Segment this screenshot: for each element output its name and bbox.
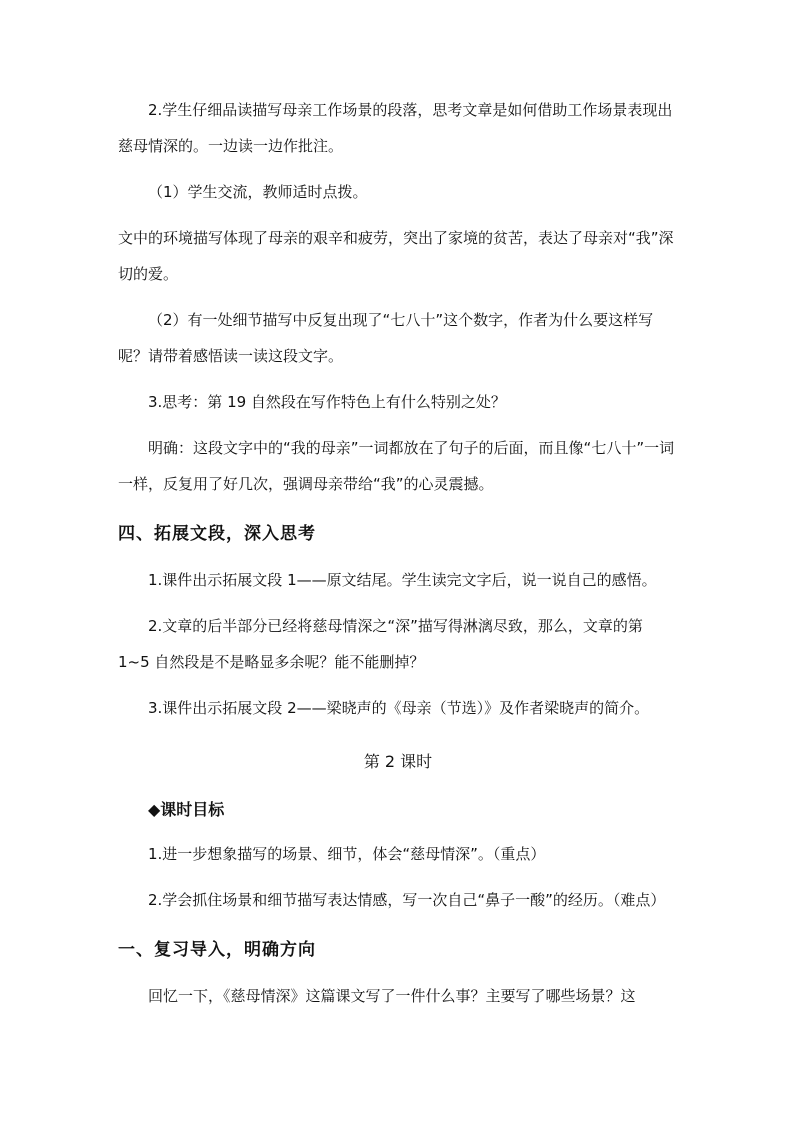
objectives-title: ◆课时目标 bbox=[148, 800, 225, 819]
paragraph-think-19: 3.思考：第 19 自然段在写作特色上有什么特别之处？ bbox=[148, 393, 506, 411]
paragraph-extend-1: 1.课件出示拓展文段 1——原文结尾。学生读完文字后，说一说自己的感悟。 bbox=[148, 571, 657, 589]
objective-2: 2.学会抓住场景和细节描写表达情感，写一次自己“鼻子一酸”的经历。（难点） bbox=[148, 891, 666, 909]
document-body bbox=[118, 92, 678, 1014]
objective-1: 1.进一步想象描写的场景、细节，体会“慈母情深”。（重点） bbox=[148, 845, 546, 863]
paragraph-extend-3: 3.课件出示拓展文段 2——梁晓声的《母亲（节选）》及作者梁晓声的简介。 bbox=[148, 699, 650, 717]
section-heading-review: 一、复习导入，明确方向 bbox=[118, 940, 316, 960]
paragraph-extend-2: 2.文章的后半部分已经将慈母情深之“深”描写得淋漓尽致，那么，文章的第 1~5 自然段是不是略显多余呢？能不能删掉？ bbox=[118, 617, 643, 671]
paragraph-student-exchange: （1）学生交流，教师适时点拨。 bbox=[148, 183, 368, 201]
lesson-title: 第 2 课时 bbox=[363, 752, 433, 771]
paragraph-clarify: 明确：这段文字中的“我的母亲”一词都放在了句子的后面，而且像“七八十”一词一样，反复用了好几次，强调母亲带给“我”的心灵震撼。 bbox=[118, 439, 675, 493]
paragraph-review-question: 回忆一下，《慈母情深》这篇课文写了一件什么事？主要写了哪些场景？这 bbox=[148, 987, 636, 1005]
paragraph-reading-task: 2.学生仔细品读描写母亲工作场景的段落，思考文章是如何借助工作场景表现出慈母情深的。一边读一边作批注。 bbox=[118, 101, 673, 155]
section-heading-extend: 四、拓展文段，深入思考 bbox=[118, 524, 316, 544]
paragraph-environment-description: 文中的环境描写体现了母亲的艰辛和疲劳，突出了家境的贫苦，表达了母亲对“我”深切的爱。 bbox=[118, 229, 674, 283]
paragraph-detail-question: （2）有一处细节描写中反复出现了“七八十”这个数字，作者为什么要这样写呢？请带着感悟读一读这段文字。 bbox=[118, 311, 654, 365]
